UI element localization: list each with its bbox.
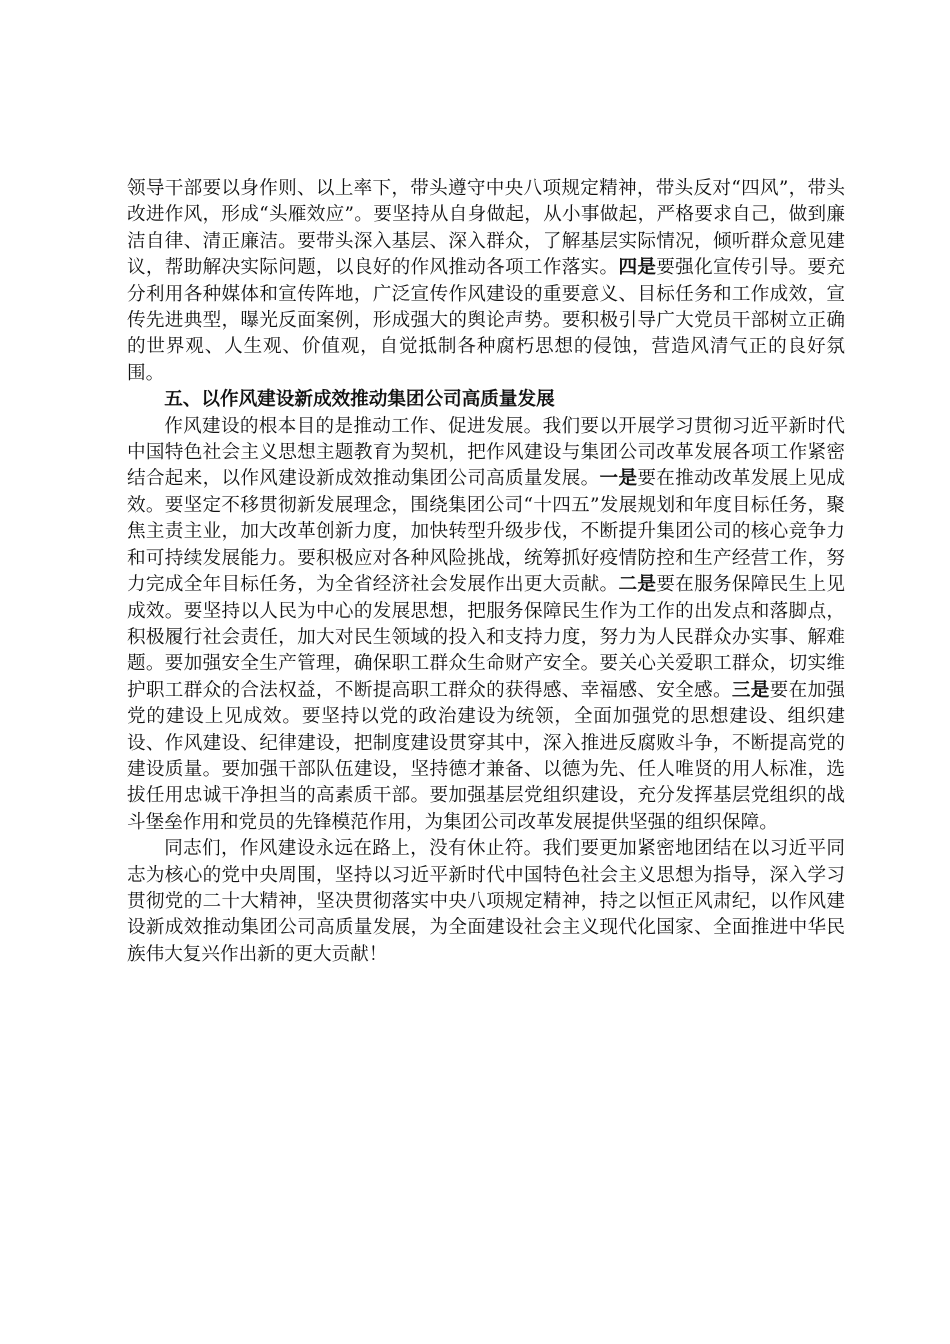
bold-marker-four: 四是 (618, 257, 657, 279)
bold-marker-two: 二是 (618, 574, 657, 596)
document-page (127, 176, 845, 968)
paragraph-text: 要强化宣传引导。要充分利用各种媒体和宣传阵地，广泛宣传作风建设的重要意义、目标任务和工作成效，宣传先进典型，曝光反面案例，形成强大的舆论声势。要积极引导广大党员干部树立正确的世界观、人生观、价值观，自觉抵制各种腐朽思想的侵蚀，营造风清气正的良好氛围。 (127, 257, 845, 384)
paragraph-text: 要在推动改革发展上见成效。要坚定不移贯彻新发展理念，围绕集团公司“十四五”发展规划和年度目标任务，聚焦主责主业，加大改革创新力度，加快转型升级步伐，不断提升集团公司的核心竞争力和可持续发展能力。要积极应对各种风险挑战，统筹抓好疫情防控和生产经营工作，努力完成全年目标任务，为全省经济社会发展作出更大贡献。 (127, 468, 845, 596)
paragraph-closing: 同志们，作风建设永远在路上，没有休止符。我们要更加紧密地团结在以习近平同志为核心的党中央周围，坚持以习近平新时代中国特色社会主义思想为指导，深入学习贯彻党的二十大精神，坚决贯彻落实中央八项规定精神，持之以恒正风肃纪，以作风建设新成效推动集团公司高质量发展，为全面建设社会主义现代化国家、全面推进中华民族伟大复兴作出新的更大贡献！ (127, 838, 845, 965)
bold-marker-one: 一是 (599, 468, 638, 490)
section-heading-five: 五、以作风建设新成效推动集团公司高质量发展 (164, 389, 555, 411)
paragraph-text: 要在服务保障民生上见成效。要坚持以人民为中心的发展思想，把服务保障民生作为工作的出发点和落脚点，积极履行社会责任，加大对民生领域的投入和支持力度，努力为人民群众办实事、解难题。要加强安全生产管理，确保职工群众生命财产安全。要关心关爱职工群众，切实维护职工群众的合法权益，不断提高职工群众的获得感、幸福感、安全感。 (127, 574, 845, 701)
paragraph-leadership (127, 176, 845, 387)
paragraph-text: 要在加强党的建设上见成效。要坚持以党的政治建设为统领，全面加强党的思想建设、组织建设、作风建设、纪律建设，把制度建设贯穿其中，深入推进反腐败斗争，不断提高党的建设质量。要加强干部队伍建设，坚持德才兼备、以德为先、任人唯贤的用人标准，选拔任用忠诚干净担当的高素质干部。要加强基层党组织建设，充分发挥基层党组织的战斗堡垒作用和党员的先锋模范作用，为集团公司改革发展提供坚强的组织保障。 (127, 679, 845, 833)
paragraph-text: 领导干部要以身作则、以上率下，带头遵守中央八项规定精神，带头反对“四风”，带头改进作风，形成“头雁效应”。要坚持从自身做起，从小事做起，严格要求自己，做到廉洁自律、清正廉洁。要带头深入基层、深入群众，了解基层实际情况，倾听群众意见建议，帮助解决实际问题，以良好的作风推动各项工作落实。 (127, 178, 845, 279)
paragraph-text: 作风建设的根本目的是推动工作、促进发展。我们要以开展学习贯彻习近平新时代中国特色社会主义思想主题教育为契机，把作风建设与集团公司改革发展各项工作紧密结合起来，以作风建设新成效推动集团公司高质量发展。 (127, 415, 845, 490)
bold-marker-three: 三是 (731, 679, 770, 701)
paragraph-development (127, 414, 845, 837)
